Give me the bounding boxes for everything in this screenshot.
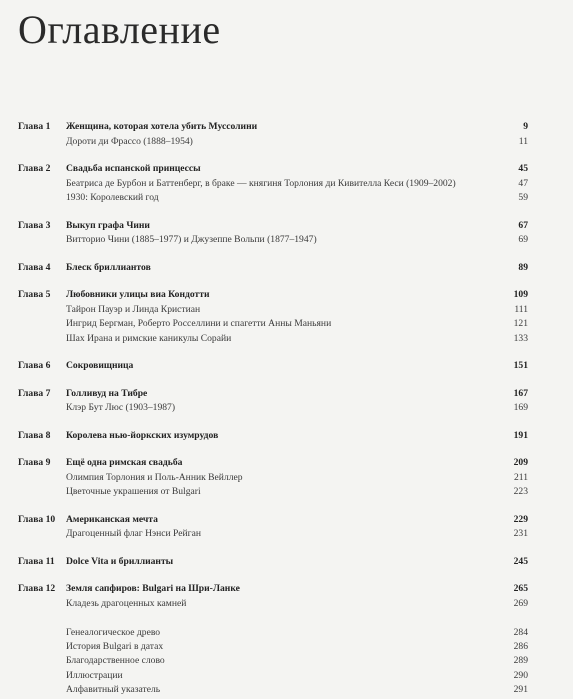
subsection-row [18,135,528,150]
chapter-row [18,555,528,570]
appendix-title: История Bulgari в датах [66,641,164,653]
page-number: 290 [513,669,528,681]
chapter-entry [18,429,528,444]
chapter-row [18,162,528,177]
subsection-title: Тайрон Пауэр и Линда Кристиан [66,303,201,315]
chapter-title: Выкуп графа Чини [66,219,150,231]
page-number: 231 [513,528,528,539]
chapter-title: Женщина, которая хотела убить Муссолини [66,121,258,132]
appendix-title: Генеалогическое древо [66,627,161,638]
appendix-title: Алфавитный указатель [66,683,161,695]
chapter-entry [18,582,528,611]
subsection-title: Клэр Бут Люс (1903–1987) [66,402,176,413]
page-number: 121 [513,318,528,329]
page-number: 47 [518,177,528,189]
appendix-title: Благодарственное слово [66,655,165,667]
chapter-row [18,261,528,276]
table-of-contents [18,120,528,697]
subsection-title: Витторио Чини (1885–1977) и Джузеппе Вольпи (1877–1947) [66,234,317,245]
chapter-title: Американская мечта [66,513,158,525]
subsection-title: 1930: Королевский год [66,192,159,203]
chapter-number: Глава 9 [18,457,51,468]
chapter-title: Dolce Vita и бриллианты [66,555,174,567]
subsection-row [18,485,528,500]
subsection-row [18,233,528,248]
page-number: 223 [513,486,528,497]
subsection-row [18,471,528,486]
chapter-title: Любовники улицы виа Кондотти [66,289,210,300]
chapter-entry [18,456,528,500]
chapter-row [18,120,528,135]
chapter-number: Глава 3 [18,219,51,231]
page-number: 286 [513,641,528,653]
page-number: 11 [518,135,528,147]
chapter-entry [18,288,528,346]
page-number: 89 [518,261,528,273]
subsection-row [18,332,528,347]
appendix-row [18,626,528,640]
chapter-row [18,387,528,402]
chapter-entry [18,513,528,542]
page-number: 211 [513,471,528,483]
page-number: 289 [513,655,528,667]
appendix-title: Иллюстрации [66,669,123,681]
chapter-entry [18,359,528,374]
chapter-title: Блеск бриллиантов [66,261,151,273]
chapter-row [18,219,528,234]
page-number: 191 [513,429,528,441]
chapter-number: Глава 5 [18,289,51,300]
chapter-number: Глава 1 [18,121,51,132]
chapter-row [18,359,528,374]
chapter-number: Глава 8 [18,429,51,441]
chapter-row [18,456,528,471]
chapter-row [18,429,528,444]
page-number: 167 [513,387,528,399]
page-number: 59 [518,192,528,203]
chapter-title: Сокровищница [66,360,134,371]
chapter-entry [18,555,528,570]
appendix-row [18,669,528,683]
chapter-entry [18,219,528,248]
page-number: 169 [513,402,528,413]
appendix-row [18,683,528,697]
chapter-title: Голливуд на Тибре [66,387,148,399]
subsection-row [18,303,528,318]
page-number: 67 [518,219,528,231]
appendix-list [18,626,528,697]
chapter-entry [18,162,528,206]
page-number: 133 [513,332,528,344]
subsection-row [18,527,528,542]
chapter-number: Глава 7 [18,387,51,399]
chapter-entry [18,387,528,416]
chapter-row [18,582,528,597]
subsection-title: Шах Ирана и римские каникулы Сорайи [66,332,232,344]
subsection-title: Ингрид Бергман, Роберто Росселлини и спагетти Анны Маньяни [66,318,332,329]
page-title: Оглавление [18,7,221,52]
subsection-title: Беатриса де Бурбон и Баттенберг, в браке — княгиня Торлония ди Кивителла Кеси (1909–2002) [66,177,456,189]
chapter-number: Глава 12 [18,583,56,594]
subsection-row [18,597,528,612]
chapter-number: Глава 10 [18,513,56,525]
chapter-number: Глава 2 [18,163,51,174]
page-number: 151 [513,360,528,371]
chapter-number: Глава 6 [18,360,51,371]
chapter-number: Глава 11 [18,555,55,567]
page-number: 111 [514,303,528,315]
chapter-entry [18,261,528,276]
page-number: 229 [513,513,528,525]
page-number: 9 [523,121,528,132]
chapter-row [18,288,528,303]
subsection-row [18,177,528,192]
subsection-title: Дороти ди Фрассо (1888–1954) [66,135,193,147]
subsection-row [18,191,528,206]
page-number: 291 [513,683,528,695]
page-number: 269 [513,597,528,609]
appendix-row [18,654,528,668]
page-number: 109 [513,289,528,300]
subsection-title: Драгоценный флаг Нэнси Рейган [66,528,201,539]
page-number: 209 [513,457,528,468]
chapter-title: Земля сапфиров: Bulgari на Шри-Ланке [66,583,240,594]
page-number: 245 [513,555,528,567]
chapter-title: Королева нью-йоркских изумрудов [66,429,219,441]
page-number: 265 [513,583,528,594]
chapter-title: Свадьба испанской принцессы [66,163,201,174]
appendix-row [18,640,528,654]
subsection-row [18,317,528,332]
chapter-row [18,513,528,528]
subsection-row [18,401,528,416]
subsection-title: Цветочные украшения от Bulgari [66,486,201,497]
chapter-title: Ещё одна римская свадьба [66,457,183,468]
chapter-number: Глава 4 [18,261,51,273]
page-number: 45 [518,163,528,174]
page-number: 284 [513,627,528,638]
subsection-title: Олимпия Торлония и Поль-Анник Вейллер [66,471,243,483]
subsection-title: Кладезь драгоценных камней [66,597,187,609]
chapter-entry [18,120,528,149]
page-number: 69 [518,234,528,245]
